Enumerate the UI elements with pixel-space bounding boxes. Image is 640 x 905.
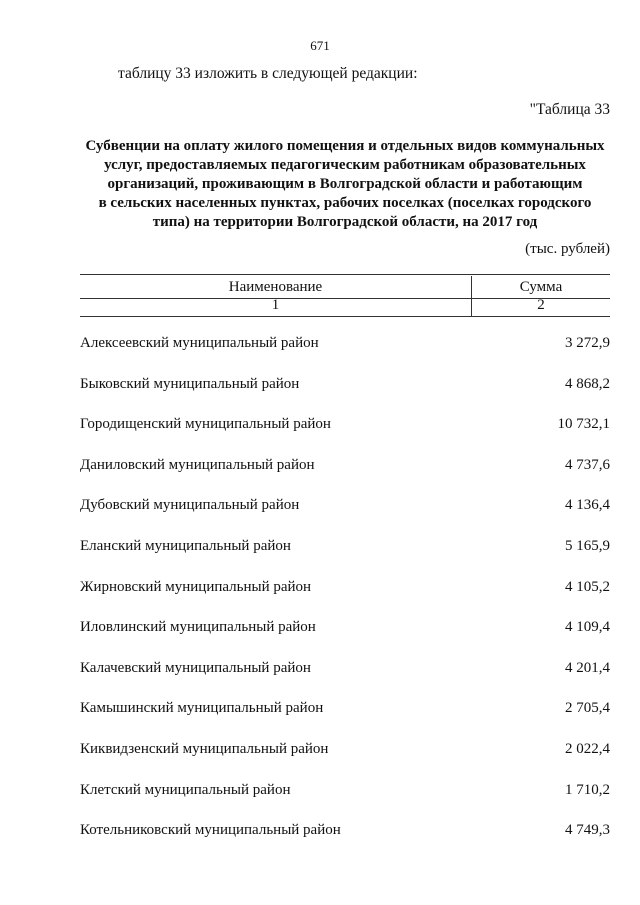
header-name: Наименование <box>228 279 323 295</box>
row-value: 4 868,2 <box>565 375 610 392</box>
table-row <box>80 416 610 457</box>
row-value: 4 136,4 <box>565 497 610 514</box>
row-value: 1 710,2 <box>565 781 610 798</box>
table-row <box>80 822 610 863</box>
title-line: Субвенции на оплату жилого помещения и отдельных видов коммунальных <box>85 138 605 154</box>
row-value: 4 749,3 <box>565 822 610 839</box>
title-line: услуг, предоставляемых педагогическим работникам образовательных <box>104 157 586 173</box>
title-line: типа) на территории Волгоградской области, на 2017 год <box>152 214 538 230</box>
title-line: в сельских населенных пунктах, рабочих поселках (поселках городского <box>98 195 592 211</box>
table-row <box>80 457 610 498</box>
row-value: 2 705,4 <box>565 700 610 717</box>
table-row <box>80 497 610 538</box>
page-number: 671 <box>310 38 330 53</box>
row-name: Алексеевский муниципальный район <box>80 335 319 351</box>
row-name: Дубовский муниципальный район <box>80 497 300 514</box>
row-name: Иловлинский муниципальный район <box>80 619 316 636</box>
row-name: Еланский муниципальный район <box>80 537 291 554</box>
table-rule-bottom <box>80 316 610 317</box>
table-rule-top <box>80 274 610 275</box>
intro-text: таблицу 33 изложить в следующей редакции: <box>118 65 418 82</box>
header-sum: Сумма <box>519 279 563 295</box>
table-row <box>80 660 610 701</box>
column-number-2: 2 <box>537 297 545 313</box>
row-value: 4 737,6 <box>565 456 610 473</box>
table-row <box>80 538 610 579</box>
table-row <box>80 579 610 620</box>
table-title <box>62 137 628 232</box>
table-row <box>80 619 610 660</box>
row-name: Быковский муниципальный район <box>80 375 300 392</box>
row-value: 5 165,9 <box>565 537 610 554</box>
units-label: (тыс. рублей) <box>525 241 610 257</box>
table-row <box>80 376 610 417</box>
table-reference: "Таблица 33 <box>529 101 610 118</box>
row-name: Камышинский муниципальный район <box>80 700 324 717</box>
row-value: 10 732,1 <box>557 416 610 433</box>
row-value: 4 109,4 <box>565 619 610 636</box>
row-name: Жирновский муниципальный район <box>80 578 312 595</box>
table-row <box>80 782 610 823</box>
row-value: 3 272,9 <box>565 335 610 351</box>
row-name: Даниловский муниципальный район <box>80 456 315 473</box>
table-row <box>80 335 610 376</box>
row-name: Городищенский муниципальный район <box>80 416 331 433</box>
row-value: 4 105,2 <box>565 578 610 595</box>
title-line: организаций, проживающим в Волгоградской области и работающим <box>107 176 583 192</box>
column-number-1: 1 <box>271 297 280 313</box>
row-value: 4 201,4 <box>565 659 610 676</box>
row-name: Котельниковский муниципальный район <box>80 822 341 839</box>
table-body <box>80 335 610 863</box>
row-value: 2 022,4 <box>565 740 610 757</box>
table-row <box>80 700 610 741</box>
row-name: Калачевский муниципальный район <box>80 659 311 676</box>
row-name: Клетский муниципальный район <box>80 781 291 798</box>
table-row <box>80 741 610 782</box>
row-name: Киквидзенский муниципальный район <box>80 740 329 757</box>
